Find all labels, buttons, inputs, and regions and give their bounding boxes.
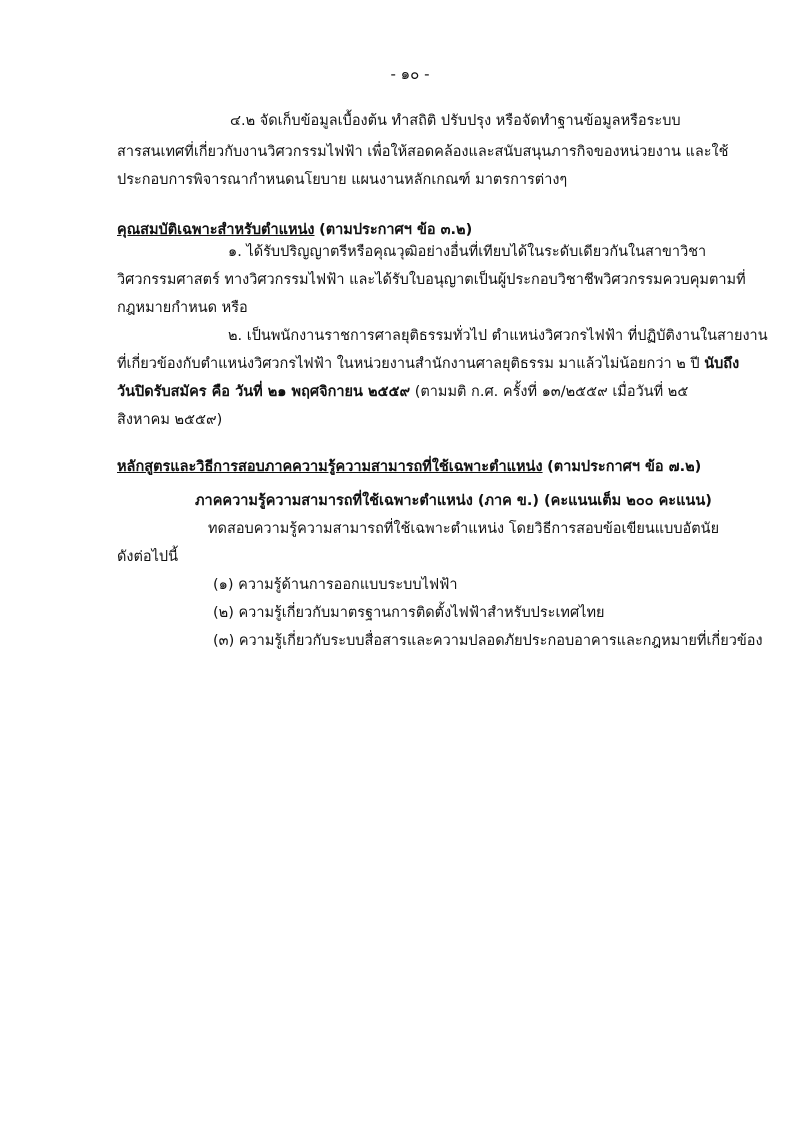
qualification-item-2-line-3 [117,385,688,400]
section-4-2-line-2: สารสนเทศที่เกี่ยวกับงานวิศวกรรมไฟฟ้า เพื่อให้สอดคล้องและสนับสนุนภารกิจของหน่วยงาน และใช้ [117,144,729,160]
page-number: - ๑๐ - [390,65,430,83]
section-4-2-line-3: ประกอบการพิจารณากำหนดนโยบาย แผนงานหลักเกณฑ์ มาตรการต่างๆ [117,172,568,188]
exam-heading-line [117,460,701,475]
qualification-item-2-line-4: สิงหาคม ๒๕๕๙) [117,412,223,428]
qualification-item-1-line-3: กฎหมายกำหนด หรือ [117,300,248,316]
exam-description-line-2: ดังต่อไปนี้ [117,549,179,565]
qualification-item-2-line-2 [117,357,739,372]
qualification-item-1-line-1: ๑. ได้รับปริญญาตรีหรือคุณวุฒิอย่างอื่นที่เทียบได้ในระดับเดียวกันในสาขาวิชา [228,244,707,260]
qualifications-heading-ref: (ตามประกาศฯ ข้อ ๓.๒) [319,222,473,238]
exam-subheading: ภาคความรู้ความสามารถที่ใช้เฉพาะตำแหน่ง (ภาค ข.) (คะแนนเต็ม ๒๐๐ คะแนน) [195,493,712,509]
exam-heading-ref: (ตามประกาศฯ ข้อ ๗.๒) [547,459,702,475]
exam-heading: หลักสูตรและวิธีการสอบภาคความรู้ความสามารถที่ใช้เฉพาะตำแหน่ง [117,459,543,475]
qualification-item-2-line-3-text: (ตามมติ ก.ศ. ครั้งที่ ๑๓/๒๕๕๙ เมื่อวันที่ ๒๕ [414,384,689,400]
exam-topic-2: (๒) ความรู้เกี่ยวกับมาตรฐานการติดตั้งไฟฟ้าสำหรับประเทศไทย [213,605,605,621]
section-4-2-line-1: ๔.๒ จัดเก็บข้อมูลเบื้องต้น ทำสถิติ ปรับปรุง หรือจัดทำฐานข้อมูลหรือระบบ [230,113,681,129]
qualification-item-2-line-2-bold: นับถึง [704,356,740,372]
exam-description-line-1: ทดสอบความรู้ความสามารถที่ใช้เฉพาะตำแหน่ง โดยวิธีการสอบข้อเขียนแบบอัตนัย [208,521,720,537]
qualifications-heading-line [117,223,472,238]
exam-topic-3: (๓) ความรู้เกี่ยวกับระบบสื่อสารและความปลอดภัยประกอบอาคารและกฎหมายที่เกี่ยวข้อง [213,633,763,649]
qualification-item-1-line-2: วิศวกรรมศาสตร์ ทางวิศวกรรมไฟฟ้า และได้รับใบอนุญาตเป็นผู้ประกอบวิชาชีพวิศวกรรมควบคุมตามที่ [117,272,746,288]
qualification-item-2-line-2-text: ที่เกี่ยวข้องกับตำแหน่งวิศวกรไฟฟ้า ในหน่วยงานสำนักงานศาลยุติธรรม มาแล้วไม่น้อยกว่า ๒ ปี [117,356,700,372]
qualification-item-2-line-3-bold: วันปิดรับสมัคร คือ วันที่ ๒๑ พฤศจิกายน ๒๕๕๙ [117,384,411,400]
qualification-item-2-line-1: ๒. เป็นพนักงานราชการศาลยุติธรรมทั่วไป ตำแหน่งวิศวกรไฟฟ้า ที่ปฏิบัติงานในสายงาน [228,328,768,344]
exam-topic-1: (๑) ความรู้ด้านการออกแบบระบบไฟฟ้า [213,577,458,593]
qualifications-heading: คุณสมบัติเฉพาะสำหรับตำแหน่ง [117,222,315,238]
